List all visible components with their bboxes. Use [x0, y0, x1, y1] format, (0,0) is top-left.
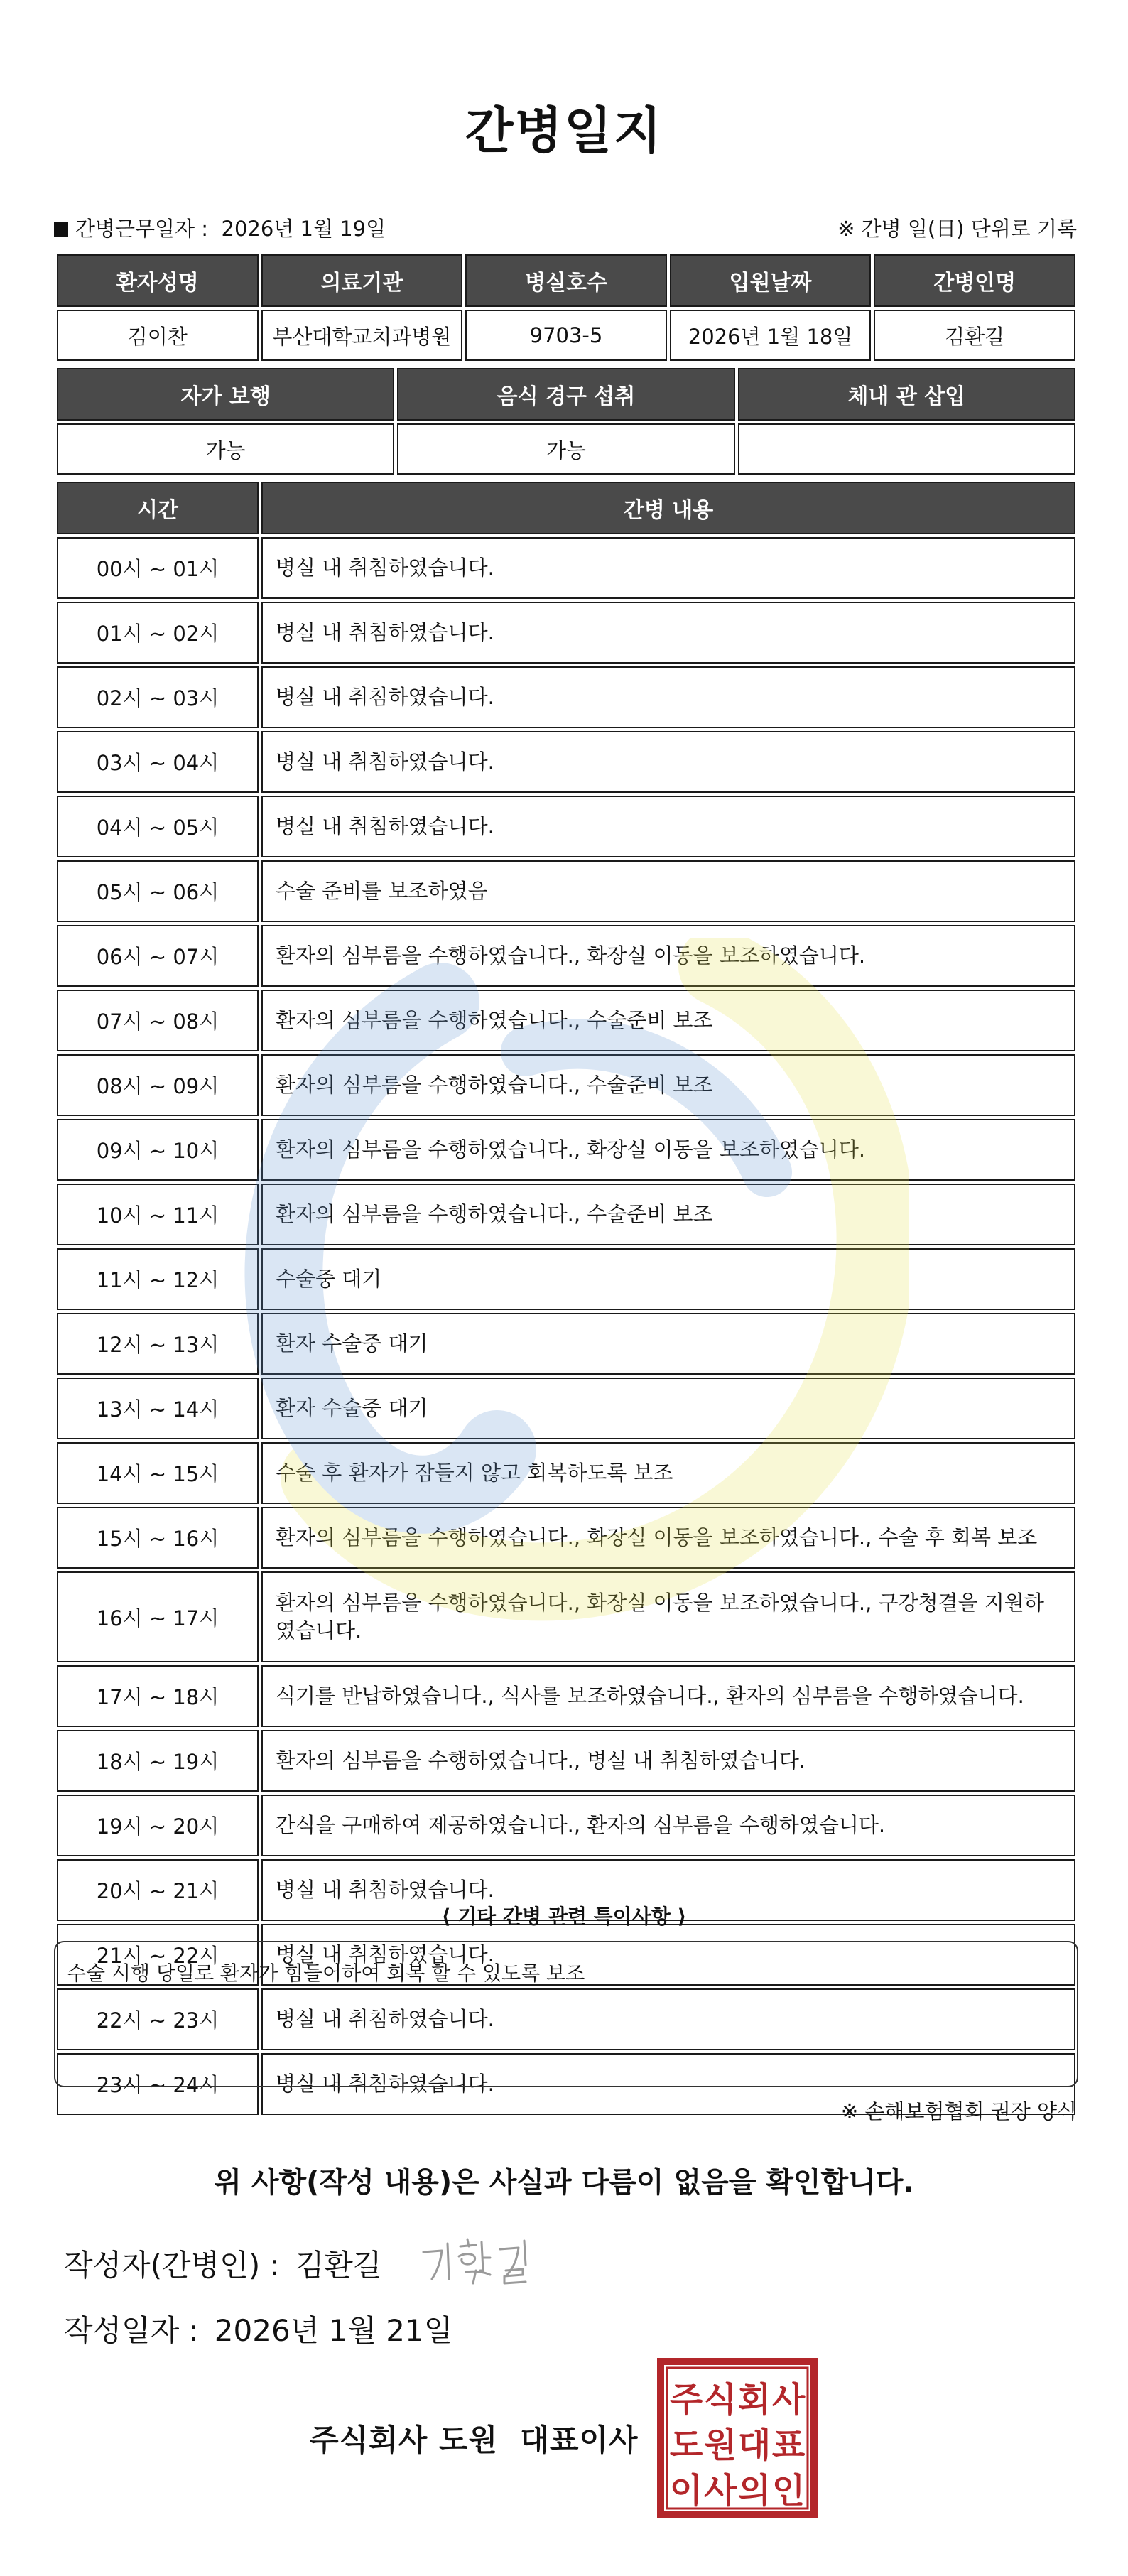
time-cell: 15시 ~ 16시 — [57, 1507, 259, 1569]
oral-intake-value: 가능 — [397, 423, 734, 475]
table-row — [57, 1054, 1075, 1116]
company-seal-stamp — [656, 2357, 818, 2519]
stamp-char: 의 — [737, 2471, 771, 2511]
content-cell: 식기를 반납하였습니다., 식사를 보조하였습니다., 환자의 심부름을 수행하였습니다. — [261, 1665, 1075, 1727]
content-cell: 환자 수술중 대기 — [261, 1378, 1075, 1439]
time-cell: 02시 ~ 03시 — [57, 666, 259, 728]
table-row — [57, 1795, 1075, 1856]
content-cell: 병실 내 취침하였습니다. — [261, 537, 1075, 599]
time-cell: 10시 ~ 11시 — [57, 1184, 259, 1245]
content-cell: 병실 내 취침하였습니다. — [261, 1988, 1075, 2050]
table-row — [57, 1507, 1075, 1569]
content-cell: 병실 내 취침하였습니다. — [261, 796, 1075, 857]
patient-status-table — [54, 365, 1078, 477]
notes-text: 수술 시행 당일로 환자가 힘들어하여 회복 할 수 있도록 보조 — [67, 1961, 585, 1985]
write-date-line — [64, 2307, 452, 2350]
content-cell: 간식을 구매하여 제공하였습니다., 환자의 심부름을 수행하였습니다. — [261, 1795, 1075, 1856]
header-oral-intake: 음식 경구 섭취 — [397, 368, 734, 421]
time-cell: 19시 ~ 20시 — [57, 1795, 259, 1856]
notes-heading: ⟨ 기타 간병 관련 특이사항 ⟩ — [441, 1905, 687, 1928]
stamp-char: 식 — [703, 2380, 737, 2420]
stamp-char: 사 — [703, 2471, 737, 2511]
table-row — [57, 925, 1075, 987]
time-cell: 01시 ~ 02시 — [57, 602, 259, 664]
table-row — [57, 1730, 1075, 1792]
writer-name: 김환길 — [295, 2248, 382, 2283]
stamp-char: 주 — [669, 2380, 703, 2420]
time-cell: 07시 ~ 08시 — [57, 990, 259, 1051]
document-title: 간병일지 — [465, 102, 663, 160]
self-walking-value: 가능 — [57, 423, 394, 475]
time-cell: 08시 ~ 09시 — [57, 1054, 259, 1116]
stamp-char: 사 — [771, 2380, 806, 2420]
table-row — [57, 860, 1075, 922]
time-cell: 09시 ~ 10시 — [57, 1119, 259, 1181]
patient-info-table — [54, 251, 1078, 364]
handwritten-signature — [416, 2231, 537, 2288]
table-row — [57, 1313, 1075, 1375]
caregiver-name: 김환길 — [874, 310, 1075, 361]
company-signatory: 주식회사 도원 대표이사 — [310, 2423, 639, 2457]
content-cell: 환자의 심부름을 수행하였습니다., 수술준비 보조 — [261, 1054, 1075, 1116]
stamp-char: 원 — [703, 2425, 737, 2465]
content-cell: 병실 내 취침하였습니다. — [261, 1859, 1075, 1921]
content-cell: 수술 후 환자가 잠들지 않고 회복하도록 보조 — [261, 1442, 1075, 1504]
header-caregiver-name: 간병인명 — [874, 254, 1075, 307]
work-date-label: 간병근무일자 : — [75, 217, 209, 241]
content-cell: 수술중 대기 — [261, 1248, 1075, 1310]
header-self-walking: 자가 보행 — [57, 368, 394, 421]
table-row — [57, 1248, 1075, 1310]
table-row — [57, 1665, 1075, 1727]
form-source-note: ※ 손해보험협회 권장 양식 — [840, 2099, 1077, 2123]
tube-insertion-value — [738, 423, 1075, 475]
content-cell: 환자의 심부름을 수행하였습니다., 화장실 이동을 보조하였습니다., 구강청결을 지원하였습니다. — [261, 1571, 1075, 1662]
room-number: 9703-5 — [465, 310, 667, 361]
writer-line — [64, 2242, 381, 2285]
table-row — [57, 602, 1075, 664]
content-cell: 수술 준비를 보조하였음 — [261, 860, 1075, 922]
care-log-table — [54, 479, 1078, 2118]
time-cell: 14시 ~ 15시 — [57, 1442, 259, 1504]
time-cell: 16시 ~ 17시 — [57, 1571, 259, 1662]
patient-name: 김이찬 — [57, 310, 259, 361]
time-cell: 05시 ~ 06시 — [57, 860, 259, 922]
unit-note: ※ 간병 일(日) 단위로 기록 — [837, 217, 1077, 241]
hospital-name: 부산대학교치과병원 — [261, 310, 463, 361]
table-row — [57, 1442, 1075, 1504]
work-date-value: 2026년 1월 19일 — [221, 217, 386, 241]
content-cell: 병실 내 취침하였습니다. — [261, 2053, 1075, 2115]
content-cell: 환자의 심부름을 수행하였습니다., 화장실 이동을 보조하였습니다. — [261, 925, 1075, 987]
stamp-char: 이 — [669, 2471, 703, 2511]
time-cell: 23시 ~ 24시 — [57, 2053, 259, 2115]
header-patient-name: 환자성명 — [57, 254, 259, 307]
time-cell: 11시 ~ 12시 — [57, 1248, 259, 1310]
write-date-value: 2026년 1월 21일 — [214, 2313, 453, 2348]
header-hospital: 의료기관 — [261, 254, 463, 307]
stamp-char: 대 — [737, 2425, 771, 2465]
content-cell: 환자의 심부름을 수행하였습니다., 병실 내 취침하였습니다. — [261, 1730, 1075, 1792]
table-row — [57, 990, 1075, 1051]
header-room-number: 병실호수 — [465, 254, 667, 307]
confirmation-statement: 위 사항(작성 내용)은 사실과 다름이 없음을 확인합니다. — [214, 2166, 914, 2199]
table-row — [57, 1119, 1075, 1181]
time-cell: 22시 ~ 23시 — [57, 1988, 259, 2050]
work-date-line — [54, 213, 386, 242]
table-row — [57, 1571, 1075, 1662]
write-date-label: 작성일자 : — [64, 2313, 199, 2348]
content-cell: 환자의 심부름을 수행하였습니다., 수술준비 보조 — [261, 1184, 1075, 1245]
notes-box — [54, 1941, 1078, 2087]
time-cell: 17시 ~ 18시 — [57, 1665, 259, 1727]
content-cell: 병실 내 취침하였습니다. — [261, 602, 1075, 664]
time-cell: 04시 ~ 05시 — [57, 796, 259, 857]
content-cell: 환자의 심부름을 수행하였습니다., 화장실 이동을 보조하였습니다. — [261, 1119, 1075, 1181]
time-cell: 12시 ~ 13시 — [57, 1313, 259, 1375]
content-cell: 환자 수술중 대기 — [261, 1313, 1075, 1375]
time-cell: 18시 ~ 19시 — [57, 1730, 259, 1792]
time-cell: 06시 ~ 07시 — [57, 925, 259, 987]
header-tube-insertion: 체내 관 삽입 — [738, 368, 1075, 421]
time-cell: 00시 ~ 01시 — [57, 537, 259, 599]
stamp-char: 회 — [737, 2380, 771, 2420]
table-row — [57, 666, 1075, 728]
writer-label: 작성자(간병인) : — [64, 2248, 280, 2283]
stamp-char: 표 — [771, 2425, 806, 2465]
table-row — [57, 731, 1075, 793]
table-row — [57, 796, 1075, 857]
content-cell: 환자의 심부름을 수행하였습니다., 수술준비 보조 — [261, 990, 1075, 1051]
square-bullet-icon — [54, 222, 68, 237]
stamp-char: 인 — [771, 2471, 806, 2511]
table-row — [57, 537, 1075, 599]
content-cell: 병실 내 취침하였습니다. — [261, 731, 1075, 793]
content-cell: 환자의 심부름을 수행하였습니다., 화장실 이동을 보조하였습니다., 수술 후 회복 보조 — [261, 1507, 1075, 1569]
header-time: 시간 — [57, 482, 259, 534]
content-cell: 병실 내 취침하였습니다. — [261, 1924, 1075, 1986]
table-row — [57, 1184, 1075, 1245]
stamp-char: 도 — [669, 2425, 703, 2465]
content-cell: 병실 내 취침하였습니다. — [261, 666, 1075, 728]
time-cell: 03시 ~ 04시 — [57, 731, 259, 793]
time-cell: 20시 ~ 21시 — [57, 1859, 259, 1921]
time-cell: 21시 ~ 22시 — [57, 1924, 259, 1986]
table-row — [57, 1378, 1075, 1439]
time-cell: 13시 ~ 14시 — [57, 1378, 259, 1439]
header-care-content: 간병 내용 — [261, 482, 1075, 534]
header-admission-date: 입원날짜 — [670, 254, 872, 307]
admission-date: 2026년 1월 18일 — [670, 310, 872, 361]
